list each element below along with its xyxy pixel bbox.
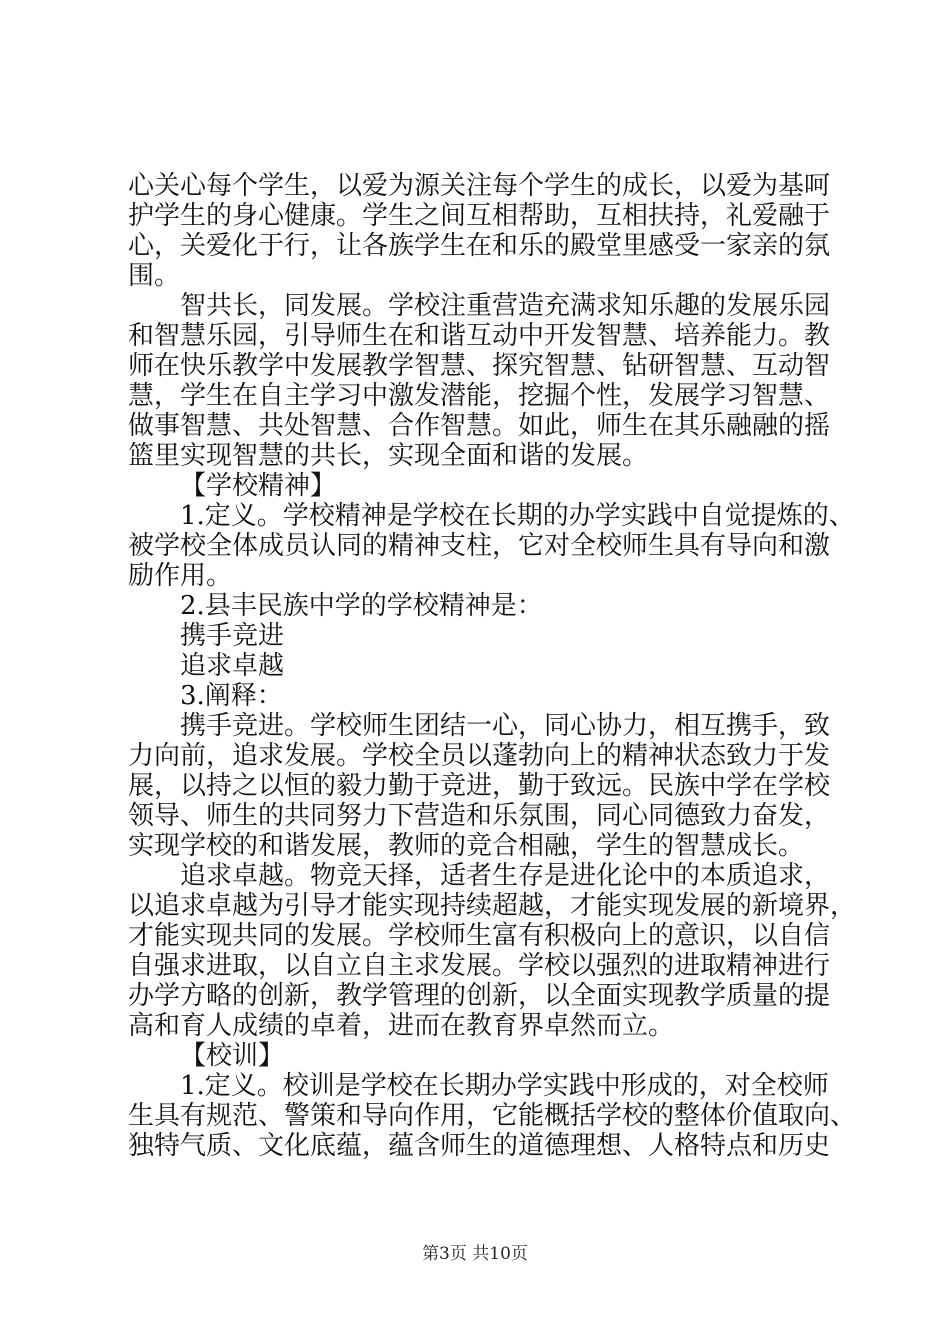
text-line: 慧，学生在自主学习中激发潜能，挖掘个性，发展学习智慧、 <box>128 381 831 411</box>
text-line: 篮里实现智慧的共长，实现全面和谐的发展。 <box>128 441 649 471</box>
text-line: 才能实现共同的发展。学校师生富有积极向上的意识，以自信 <box>128 921 831 951</box>
text-line: 师在快乐教学中发展教学智慧、探究智慧、钻研智慧、互动智 <box>128 351 831 381</box>
text-line: 追求卓越 <box>180 651 285 681</box>
text-line: 【校训】 <box>180 1041 285 1071</box>
text-line: 以追求卓越为引导才能实现持续超越，才能实现发展的新境界， <box>128 891 857 921</box>
text-line: 力向前，追求发展。学校全员以蓬勃向上的精神状态致力于发 <box>128 741 831 771</box>
text-line: 心，关爱化于行，让各族学生在和乐的殿堂里感受一家亲的氛 <box>128 231 831 261</box>
text-line: 追求卓越。物竞天择，适者生存是进化论中的本质追求， <box>180 861 831 891</box>
text-line: 3.阐释： <box>180 681 283 711</box>
text-line: 励作用。 <box>128 561 233 591</box>
text-line: 智共长，同发展。学校注重营造充满求知乐趣的发展乐园 <box>180 291 831 321</box>
text-line: 1.定义。校训是学校在长期办学实践中形成的，对全校师 <box>180 1071 829 1101</box>
text-line: 做事智慧、共处智慧、合作智慧。如此，师生在其乐融融的摇 <box>128 411 831 441</box>
text-line: 高和育人成绩的卓着，进而在教育界卓然而立。 <box>128 1011 675 1041</box>
document-body <box>128 171 857 1161</box>
text-line: 1.定义。学校精神是学校在长期的办学实践中自觉提炼的、 <box>180 501 855 531</box>
text-line: 领导、师生的共同努力下营造和乐氛围，同心同德致力奋发， <box>128 801 831 831</box>
text-line: 护学生的身心健康。学生之间互相帮助，互相扶持，礼爱融于 <box>128 201 831 231</box>
text-line: 生具有规范、警策和导向作用，它能概括学校的整体价值取向、 <box>128 1101 857 1131</box>
page-footer: 第3页 共10页 <box>422 1244 528 1264</box>
text-line: 2.县丰民族中学的学校精神是： <box>180 591 543 621</box>
text-line: 被学校全体成员认同的精神支柱，它对全校师生具有导向和激 <box>128 531 831 561</box>
text-line: 展，以持之以恒的毅力勤于竞进，勤于致远。民族中学在学校 <box>128 771 831 801</box>
text-line: 心关心每个学生，以爱为源关注每个学生的成长，以爱为基呵 <box>128 171 831 201</box>
text-line: 自强求进取，以自立自主求发展。学校以强烈的进取精神进行 <box>128 951 831 981</box>
text-line: 和智慧乐园，引导师生在和谐互动中开发智慧、培养能力。教 <box>128 321 831 351</box>
text-line: 围。 <box>128 261 181 291</box>
text-line: 实现学校的和谐发展，教师的竞合相融，学生的智慧成长。 <box>128 831 805 861</box>
text-line: 携手竞进 <box>180 621 285 651</box>
text-line: 独特气质、文化底蕴，蕴含师生的道德理想、人格特点和历史 <box>128 1131 831 1161</box>
text-line: 【学校精神】 <box>180 471 337 501</box>
text-line: 携手竞进。学校师生团结一心，同心协力，相互携手，致 <box>180 711 831 741</box>
text-line: 办学方略的创新，教学管理的创新，以全面实现教学质量的提 <box>128 981 831 1011</box>
